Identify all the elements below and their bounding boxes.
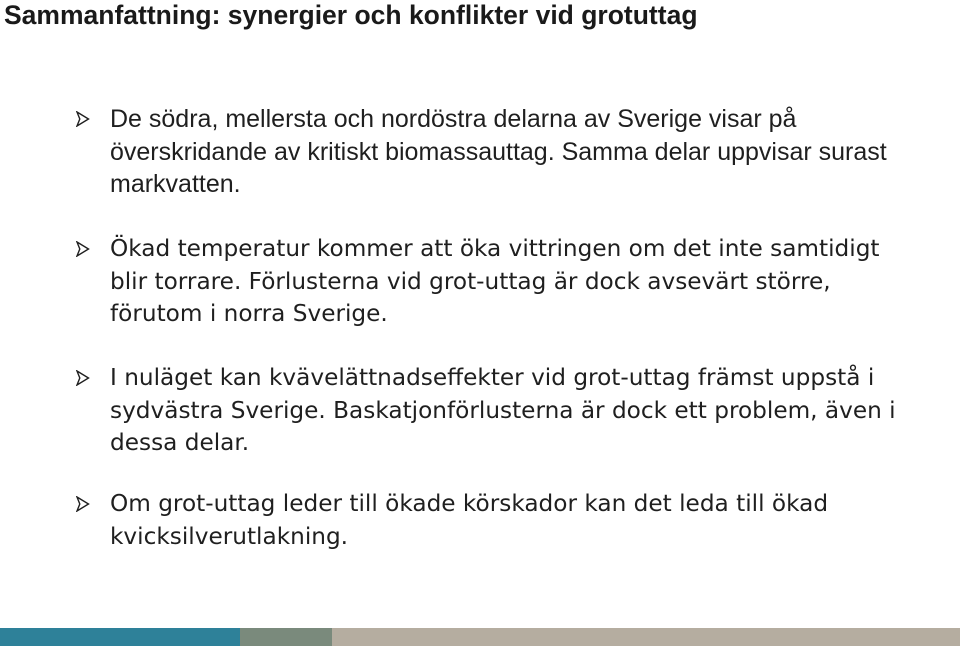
bullet-item	[76, 362, 906, 460]
footer-segment-teal	[0, 628, 240, 646]
footer-segment-taupe	[332, 628, 960, 646]
slide-title: Sammanfattning: synergier och konflikter vid grotuttag	[4, 0, 698, 30]
arrowhead-bullet-icon	[76, 233, 110, 266]
arrowhead-bullet-icon	[76, 103, 110, 136]
footer-color-bar	[0, 628, 960, 646]
bullet-text: Ökad temperatur kommer att öka vittringen om det inte samtidigt blir torrare. Förlusterna vid grot-uttag är dock avsevärt större, förutom i norra Sverige.	[110, 235, 880, 327]
bullet-item	[76, 233, 906, 331]
arrowhead-bullet-icon	[76, 362, 110, 395]
arrowhead-bullet-icon	[76, 488, 110, 521]
bullet-item	[76, 488, 906, 553]
bullet-item	[76, 103, 906, 201]
bullet-text: I nuläget kan kvävelättnadseffekter vid grot-uttag främst uppstå i sydvästra Sverige. Baskatjonförlusterna är dock ett problem, även i dessa delar.	[110, 364, 896, 456]
bullet-text: Om grot-uttag leder till ökade körskador kan det leda till ökad kvicksilverutlakning.	[110, 490, 829, 550]
bullet-text: De södra, mellersta och nordöstra delarna av Sverige visar på överskridande av kritiskt biomassauttag. Samma delar uppvisar surast markvatten.	[110, 105, 887, 198]
footer-segment-gray-green	[240, 628, 332, 646]
